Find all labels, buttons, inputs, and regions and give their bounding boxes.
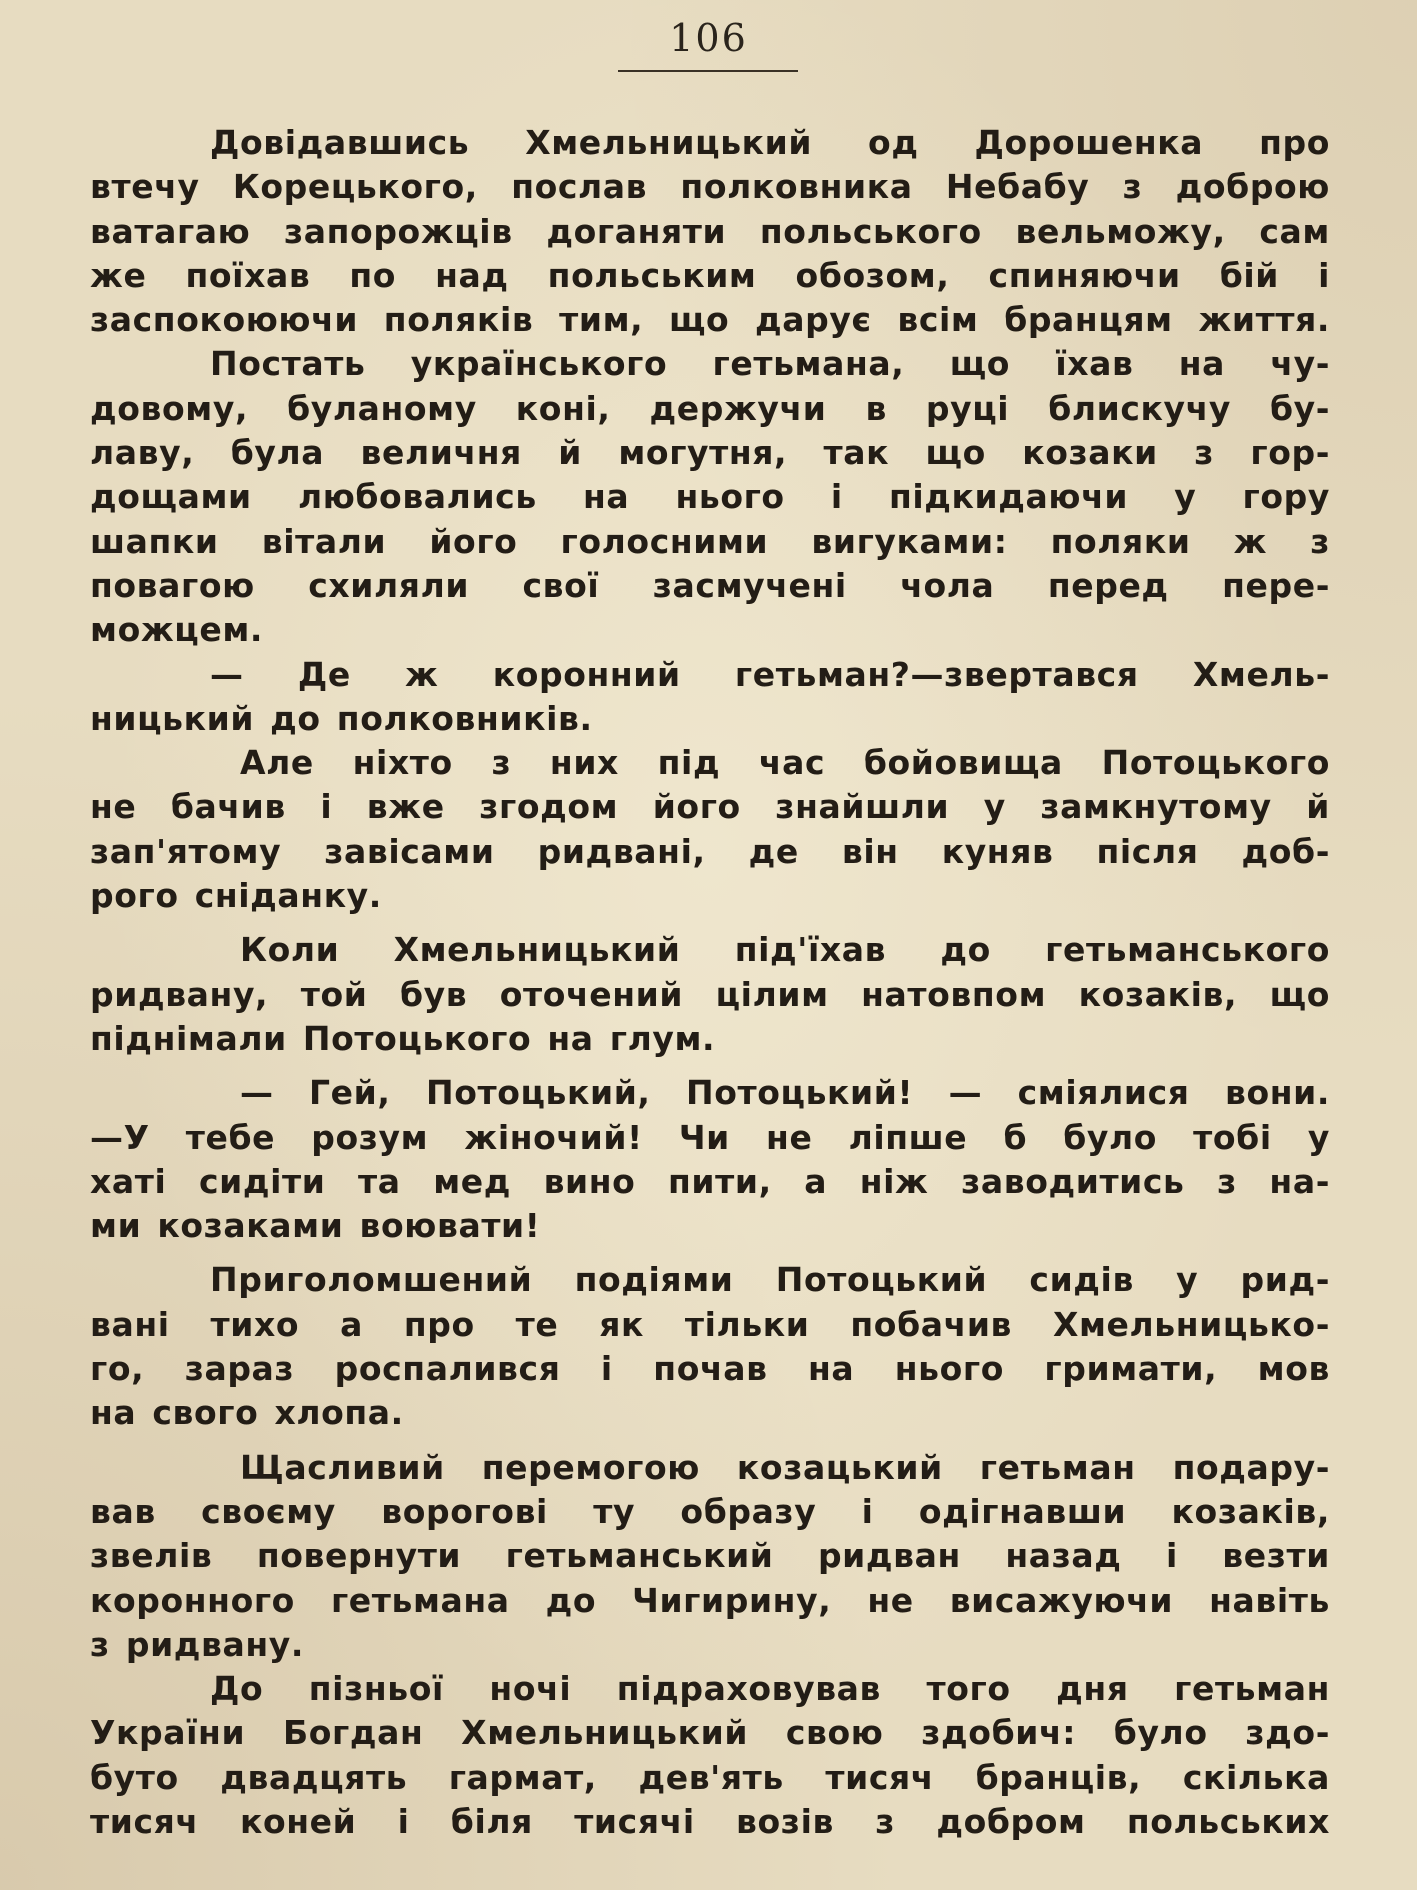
text-line: коронного гетьмана до Чигирину, не висажуючи навіть — [90, 1580, 1330, 1620]
text-line: Щасливий перемогою козацький гетьман подару- — [240, 1447, 1330, 1487]
text-line: шапки вітали його голосними вигуками: поляки ж з — [90, 521, 1330, 561]
text-line: лаву, була величня й могутня, так що козаки з гор- — [90, 433, 1330, 473]
text-line: рого сніданку. — [90, 876, 382, 916]
text-line: го, зараз роспалився і почав на нього гримати, мов — [90, 1349, 1330, 1389]
text-line: ми козаками воювати! — [90, 1206, 541, 1246]
paragraph-gap — [90, 1436, 1330, 1446]
text-line: заспокоюючи поляків тим, що дарує всім бранцям життя. — [90, 300, 1330, 340]
text-line: ридвану, той був оточений цілим натовпом козаків, що — [90, 974, 1330, 1014]
paragraph — [90, 342, 1330, 652]
paragraph — [90, 121, 1330, 342]
text-line: Але ніхто з них під час бойовища Потоцького — [240, 743, 1330, 783]
text-line: же поїхав по над польським обозом, спиняючи бій і — [90, 255, 1330, 295]
text-line: ницький до полковників. — [90, 698, 593, 738]
paragraph — [90, 928, 1330, 1061]
text-line: —У тебе розум жіночий! Чи не ліпше б було тобі у — [90, 1117, 1330, 1157]
text-line: України Богдан Хмельницький свою здобич: було здо- — [90, 1713, 1330, 1753]
text-line: вані тихо а про те як тільки побачив Хмельницько- — [90, 1304, 1330, 1344]
text-line: Довідавшись Хмельницький од Дорошенка про — [210, 123, 1330, 162]
paragraph — [90, 1071, 1330, 1248]
text-line: До пізньої ночі підраховував того дня гетьман — [210, 1669, 1330, 1709]
text-line: зап'ятому завісами ридвані, де він куняв після доб- — [90, 831, 1330, 871]
paragraph-gap — [90, 1061, 1330, 1071]
text-line: на свого хлопа. — [90, 1393, 404, 1433]
page-number-rule — [618, 70, 798, 72]
paragraph — [90, 1667, 1330, 1844]
text-line: піднімали Потоцького на глум. — [90, 1018, 716, 1058]
text-line: втечу Корецького, послав полковника Небабу з доброю — [90, 167, 1330, 207]
paragraph-gap — [90, 1248, 1330, 1258]
text-line: ватагаю запорожців доганяти польського вельможу, сам — [90, 211, 1330, 251]
body-text — [90, 121, 1330, 1844]
text-line: хаті сидіти та мед вино пити, а ніж заводитись з на- — [90, 1161, 1330, 1201]
text-line: довому, буланому коні, держучи в руці блискучу бу- — [90, 388, 1330, 428]
text-line: можцем. — [90, 610, 264, 650]
paragraph — [90, 1258, 1330, 1435]
text-line: повагою схиляли свої засмучені чола перед пере- — [90, 565, 1330, 605]
text-line: вав своєму ворогові ту образу і одігнавши козаків, — [90, 1491, 1330, 1531]
text-line: Постать українського гетьмана, що їхав на чу- — [210, 344, 1330, 384]
text-line: буто двадцять гармат, дев'ять тисяч бранців, скілька — [90, 1757, 1330, 1797]
text-line: — Де ж коронний гетьман?—звертався Хмель- — [210, 654, 1330, 694]
text-line: — Гей, Потоцький, Потоцький! — сміялися вони. — [240, 1073, 1330, 1113]
paragraph — [90, 1446, 1330, 1667]
text-line: тисяч коней і біля тисячі возів з добром польських — [90, 1801, 1330, 1841]
page-number: 106 — [669, 16, 748, 60]
text-line: Приголомшений подіями Потоцький сидів у рид- — [210, 1260, 1330, 1300]
text-line: дощами любовались на нього і підкидаючи у гору — [90, 477, 1330, 517]
text-line: Коли Хмельницький під'їхав до гетьманського — [240, 930, 1330, 970]
paragraph-gap — [90, 918, 1330, 928]
text-line: з ридвану. — [90, 1624, 305, 1664]
text-line: звелів повернути гетьманський ридван назад і везти — [90, 1536, 1330, 1576]
paragraph — [90, 741, 1330, 918]
text-line: не бачив і вже згодом його знайшли у замкнутому й — [90, 787, 1330, 827]
paragraph — [90, 653, 1330, 742]
